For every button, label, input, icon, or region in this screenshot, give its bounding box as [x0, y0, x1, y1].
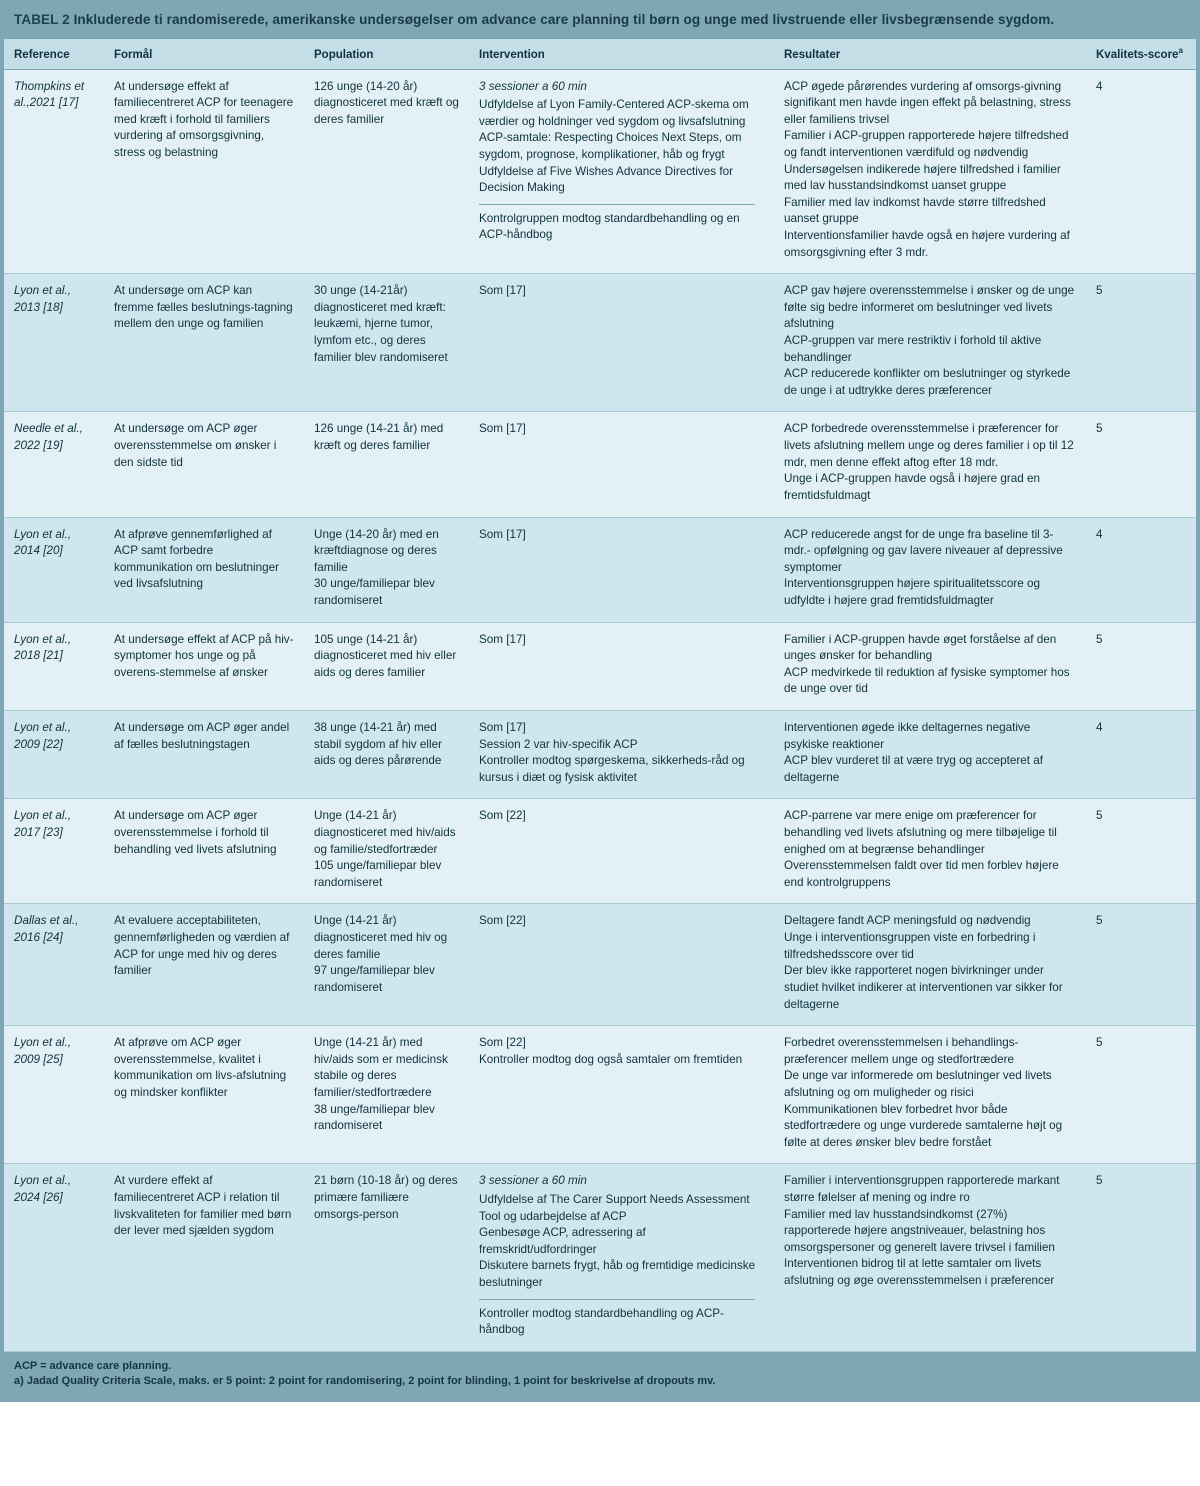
cell-reference [4, 69, 104, 274]
cell-kvalitetsscore: 5 [1086, 904, 1196, 1026]
text-line: At vurdere effekt af familiecentreret ACP i relation til livskvaliteten for familier med børn der lever med sjælden sygdom [114, 1174, 292, 1238]
cell-reference [4, 274, 104, 412]
cell-reference [4, 711, 104, 799]
text-line: ACP-parrene var mere enige om præferencer for behandling ved livets afslutning og mere tilbøjelige til enighed om at begrænse behandlinger [784, 809, 1057, 856]
cell-formaal [104, 799, 304, 904]
cell-formaal [104, 517, 304, 622]
text-line: Deltagere fandt ACP meningsfuld og nødvendig [784, 914, 1031, 928]
kvalitetsscore-superscript: a [1178, 45, 1183, 55]
text-line: Unge i ACP-gruppen havde også i højere grad en fremtidsfuldmagt [784, 472, 1040, 502]
text-line: ACP forbedrede overensstemmelse i præferencer for livets afslutning mellem unge og deres familier i op til 12 mdr, men denne effekt aftog efter 18 mdr. [784, 422, 1074, 469]
text-line: Undersøgelsen indikerede højere tilfredshed i familier med lav husstandsindkomst uanset gruppe [784, 162, 1061, 193]
cell-population [304, 1026, 469, 1164]
intervention-divider [479, 204, 755, 205]
text-line: Lyon et al., 2013 [18] [14, 284, 71, 314]
text-line: ACP medvirkede til reduktion af fysiske symptomer hos de unge over tid [784, 665, 1070, 696]
text-line: Kommunikationen blev forbedret hvor både stedfortrædere og unge vurderede samtalerne højt og følte at deres ønsker blev bedre forstået [784, 1102, 1063, 1149]
cell-formaal [104, 904, 304, 1026]
text-line: Interventionsfamilier havde også en højere vurdering af omsorgsgivning efter 3 mdr. [784, 228, 1070, 259]
text-line: Diskutere barnets frygt, håb og fremtidige medicinske beslutninger [479, 1259, 756, 1290]
text-line: Unge i interventionsgruppen viste en forbedring i tilfredshedsscore over tid [784, 931, 1036, 961]
cell-population [304, 274, 469, 412]
cell-population [304, 69, 469, 274]
intervention-body [479, 283, 764, 300]
intervention-body [479, 913, 764, 930]
cell-resultater [774, 622, 1086, 710]
cell-intervention [469, 1164, 774, 1351]
text-line: Lyon et al., 2009 [25] [14, 1036, 71, 1066]
text-line: At evaluere acceptabiliteten, gennemførligheden og værdien af ACP for unge med hiv og deres familier [114, 914, 290, 978]
text-line: Forbedret overensstemmelsen i behandlings-præferencer mellem unge og stedfortrædere [784, 1036, 1019, 1066]
text-line: Interventionsgruppen højere spiritualitetsscore og udfyldte i højere grad fremtidsfuldmagter [784, 577, 1040, 607]
intervention-body [479, 720, 764, 786]
text-line: 105 unge (14-21 år) diagnosticeret med hiv eller aids og deres familier [314, 632, 457, 679]
table-row [4, 69, 1196, 274]
text-line: Kontrolgruppen modtog standardbehandling og en ACP-håndbog [479, 211, 740, 242]
table-row [4, 517, 1196, 622]
column-header-intervention: Intervention [469, 39, 774, 69]
column-header-population: Population [304, 39, 469, 69]
cell-resultater [774, 274, 1086, 412]
cell-population [304, 1164, 469, 1351]
text-line: ACP blev vurderet til at være tryg og accepteret af deltagerne [784, 754, 1043, 784]
text-line: At undersøge om ACP kan fremme fælles beslutnings-tagning mellem den unge og familien [114, 284, 293, 331]
table-row [4, 1026, 1196, 1164]
footnote-acp: ACP = advance care planning. [14, 1359, 172, 1372]
text-line: Unge (14-21 år) diagnosticeret med hiv/aids og familie/stedfortræder [314, 809, 456, 856]
text-line: Unge (14-21 år) med hiv/aids som er medicinsk stabile og deres familier/stedfortrædere [314, 1036, 448, 1099]
cell-kvalitetsscore: 5 [1086, 622, 1196, 710]
cell-formaal [104, 622, 304, 710]
table-row [4, 274, 1196, 412]
cell-population [304, 799, 469, 904]
table-row [4, 1164, 1196, 1351]
cell-resultater [774, 711, 1086, 799]
text-line: Familier i ACP-gruppen rapporterede højere tilfredshed og fandt interventionen værdifuld og nødvendig [784, 129, 1069, 159]
text-line: ACP øgede pårørendes vurdering af omsorgs-givning signifikant men havde ingen effekt på belastning, stress eller familiens trivsel [784, 79, 1071, 126]
cell-reference [4, 412, 104, 517]
cell-formaal [104, 711, 304, 799]
text-line: ACP gav højere overensstemmelse i ønsker og de unge følte sig bedre informeret om beslutninger ved livets afslutning [784, 284, 1075, 331]
text-line: At undersøge effekt af ACP på hiv-symptomer hos unge og på overens-stemmelse af ønsker [114, 632, 294, 679]
text-line: Genbesøge ACP, adressering af fremskridt/udfordringer [479, 1226, 646, 1256]
text-line: Interventionen øgede ikke deltagernes negative psykiske reaktioner [784, 721, 1031, 751]
cell-intervention [469, 622, 774, 710]
text-line: Dallas et al., 2016 [24] [14, 914, 79, 945]
cell-resultater [774, 799, 1086, 904]
table-header [4, 39, 1196, 69]
cell-intervention [469, 799, 774, 904]
text-line: Unge (14-21 år) diagnosticeret med hiv og deres familie [314, 914, 448, 961]
cell-intervention [469, 711, 774, 799]
column-header-formaal: Formål [104, 39, 304, 69]
intervention-body [479, 1192, 764, 1292]
text-line: Familier med lav husstandsindkomst (27%) rapporterede højere angstniveauer, belastning hos omsorgspersoner og generelt lavere trivsel i familien [784, 1207, 1055, 1254]
text-line: Som [17] [479, 527, 526, 541]
text-line: Som [22] [479, 809, 526, 823]
text-line: 30 unge (14-21år) diagnosticeret med kræft: leukæmi, hjerne tumor, lymfom etc., og deres familier blev randomiseret [314, 284, 448, 364]
cell-reference [4, 799, 104, 904]
cell-formaal [104, 1164, 304, 1351]
cell-reference [4, 517, 104, 622]
intervention-body [479, 632, 764, 649]
text-line: At afprøve gennemførlighed af ACP samt forbedre kommunikation om beslutninger ved livsafslutning [114, 527, 280, 591]
text-line: Udfyldelse af Lyon Family-Centered ACP-skema om værdier og holdninger ved sygdom og livsafslutning [479, 98, 749, 128]
cell-formaal [104, 69, 304, 274]
text-line: Som [17] [479, 721, 526, 734]
cell-reference [4, 1026, 104, 1164]
text-line: Som [22] [479, 914, 526, 928]
text-line: Som [22] [479, 1036, 526, 1050]
cell-kvalitetsscore: 4 [1086, 711, 1196, 799]
cell-formaal [104, 1026, 304, 1164]
text-line: ACP-samtale: Respecting Choices Next Steps, om sygdom, prognose, komplikationer, håb og frygt [479, 131, 742, 161]
cell-resultater [774, 517, 1086, 622]
cell-population [304, 517, 469, 622]
cell-resultater [774, 69, 1086, 274]
text-line: Overensstemmelsen faldt over tid men forblev højere end kontrolgruppens [784, 859, 1059, 889]
cell-reference [4, 1164, 104, 1351]
cell-kvalitetsscore: 5 [1086, 799, 1196, 904]
column-header-resultater: Resultater [774, 39, 1086, 69]
cell-formaal [104, 412, 304, 517]
table-row [4, 622, 1196, 710]
text-line: Som [17] [479, 422, 526, 436]
text-line: De unge var informerede om beslutninger ved livets afslutning og om muligheder og risici [784, 1069, 1052, 1099]
text-line: At undersøge om ACP øger andel af fælles beslutningstagen [114, 721, 290, 751]
table-title [4, 4, 1196, 39]
text-line: Familier i ACP-gruppen havde øget forståelse af den unges ønsker for behandling [784, 632, 1057, 663]
column-header-kvalitetsscore [1086, 39, 1196, 69]
table-row [4, 711, 1196, 799]
text-line: 97 unge/familiepar blev randomiseret [314, 964, 435, 994]
intervention-body [479, 808, 764, 825]
text-line: Familier med lav indkomst havde større tilfredshed uanset gruppe [784, 195, 1046, 226]
text-line: Kontroller modtog dog også samtaler om fremtiden [479, 1052, 743, 1066]
text-line: Unge (14-20 år) med en kræftdiagnose og deres familie [314, 527, 439, 574]
table-row [4, 412, 1196, 517]
text-line: Kontroller modtog spørgeskema, sikkerheds-råd og kursus i diæt og fysisk aktivitet [479, 754, 745, 784]
table-body [4, 69, 1196, 1351]
cell-resultater [774, 1164, 1086, 1351]
table-row [4, 904, 1196, 1026]
text-line: Udfyldelse af The Carer Support Needs Assessment Tool og udarbejdelse af ACP [479, 1193, 750, 1223]
cell-intervention [469, 412, 774, 517]
cell-kvalitetsscore: 5 [1086, 1164, 1196, 1351]
cell-kvalitetsscore: 4 [1086, 517, 1196, 622]
cell-kvalitetsscore: 4 [1086, 69, 1196, 274]
cell-resultater [774, 1026, 1086, 1164]
cell-reference [4, 622, 104, 710]
intervention-body [479, 1035, 764, 1068]
text-line: Der blev ikke rapporteret nogen bivirkninger under studiet hvilket indikerer at interventionen var sikker for deltagerne [784, 964, 1063, 1011]
text-line: 105 unge/familiepar blev randomiseret [314, 859, 442, 889]
text-line: Som [17] [479, 284, 526, 298]
text-line: ACP-gruppen var mere restriktiv i forhold til aktive behandlinger [784, 334, 1042, 364]
text-line: ACP reducerede konflikter om beslutninger og styrkede de unge i at udtrykke deres præferencer [784, 367, 1071, 397]
cell-population [304, 711, 469, 799]
cell-population [304, 622, 469, 710]
intervention-control-group [479, 1306, 764, 1339]
table-row [4, 799, 1196, 904]
text-line: ACP reducerede angst for de unge fra baseline til 3-mdr.- opfølgning og gav lavere niveauer af depressive symptomer [784, 527, 1063, 574]
text-line: 30 unge/familiepar blev randomiseret [314, 577, 435, 607]
intervention-body [479, 527, 764, 544]
text-line: Kontroller modtog standardbehandling og ACP-håndbog [479, 1306, 724, 1337]
text-line: 126 unge (14-20 år) diagnosticeret med kræft og deres familier [314, 79, 459, 126]
cell-intervention [469, 1026, 774, 1164]
cell-kvalitetsscore: 5 [1086, 274, 1196, 412]
intervention-body [479, 97, 764, 197]
table-label: TABEL 2 [14, 12, 70, 27]
intervention-body [479, 421, 764, 438]
text-line: Som [17] [479, 632, 526, 646]
text-line: At undersøge om ACP øger overensstemmelse i forhold til behandling ved livets afslutning [114, 809, 277, 856]
text-line: Familier i interventionsgruppen rapporterede markant større følelser af mening og indre ro [784, 1174, 1060, 1205]
cell-intervention [469, 904, 774, 1026]
text-line: Session 2 var hiv-specifik ACP [479, 737, 638, 751]
text-line: Lyon et al., 2017 [23] [14, 809, 71, 840]
cell-kvalitetsscore: 5 [1086, 1026, 1196, 1164]
studies-table [4, 39, 1196, 1352]
text-line: 38 unge (14-21 år) med stabil sygdom af hiv eller aids og deres pårørende [314, 721, 442, 768]
text-line: Lyon et al., 2014 [20] [14, 527, 71, 558]
cell-intervention [469, 517, 774, 622]
text-line: Lyon et al., 2018 [21] [14, 632, 71, 663]
cell-population [304, 904, 469, 1026]
cell-intervention [469, 274, 774, 412]
cell-kvalitetsscore: 5 [1086, 412, 1196, 517]
footnote-jadad: a) Jadad Quality Criteria Scale, maks. er 5 point: 2 point for randomisering, 2 point for blinding, 1 point for beskrivelse af dropouts mv. [14, 1374, 716, 1387]
text-line: 21 børn (10-18 år) og deres primære familiære omsorgs-person [314, 1174, 458, 1221]
column-header-reference: Reference [4, 39, 104, 69]
intervention-divider [479, 1299, 755, 1300]
cell-resultater [774, 904, 1086, 1026]
text-line: 38 unge/familiepar blev randomiseret [314, 1102, 435, 1133]
cell-intervention [469, 69, 774, 274]
text-line: Interventionen bidrog til at lette samtaler om livets afslutning og øge overensstemmelsen i præferencer [784, 1257, 1055, 1288]
intervention-control-group [479, 211, 764, 244]
text-line: 126 unge (14-21 år) med kræft og deres familier [314, 422, 444, 453]
kvalitetsscore-label: Kvalitets-score [1096, 48, 1179, 61]
intervention-session-header: 3 sessioner a 60 min [479, 79, 587, 93]
text-line: Lyon et al., 2024 [26] [14, 1174, 71, 1205]
cell-reference [4, 904, 104, 1026]
text-line: Thompkins et al.,2021 [17] [14, 79, 85, 110]
text-line: Udfyldelse af Five Wishes Advance Directives for Decision Making [479, 164, 733, 195]
text-line: At undersøge effekt af familiecentreret ACP for teenagere med kræft i forhold til familiers vurdering af omsorgsgivning, stress og belastning [114, 79, 294, 159]
cell-population [304, 412, 469, 517]
text-line: At afprøve om ACP øger overensstemmelse, kvalitet i kommunikation om livs-afslutning og mindsker konflikter [114, 1036, 287, 1099]
text-line: Lyon et al., 2009 [22] [14, 721, 71, 751]
table-footnotes [4, 1352, 1196, 1398]
cell-resultater [774, 412, 1086, 517]
cell-formaal [104, 274, 304, 412]
table-header-row [4, 39, 1196, 69]
text-line: Needle et al., 2022 [19] [14, 422, 83, 453]
text-line: At undersøge om ACP øger overensstemmelse om ønsker i den sidste tid [114, 422, 277, 469]
intervention-session-header: 3 sessioner a 60 min [479, 1174, 587, 1188]
table-title-text: Inkluderede ti randomiserede, amerikanske undersøgelser om advance care planning til børn og unge med livstruende eller livsbegrænsende sygdom. [73, 12, 1055, 27]
